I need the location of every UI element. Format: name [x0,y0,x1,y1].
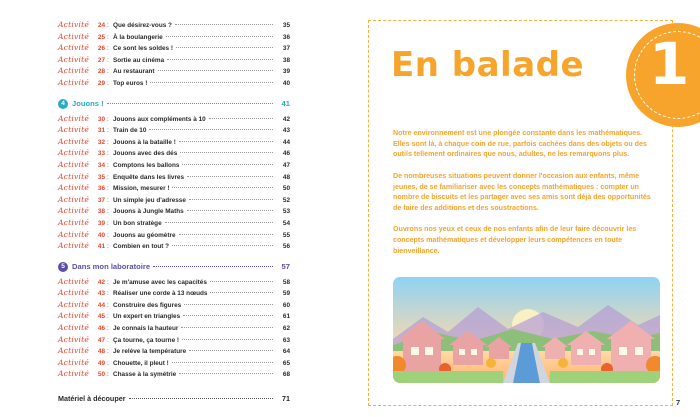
activity-label: Activité [58,288,90,298]
leader-dots [158,70,273,71]
activity-page: 54 [282,219,290,227]
toc-entry[interactable] [58,241,290,253]
activity-number: 30 [97,115,105,123]
activity-title: Un bon stratège [113,219,162,227]
leader-dots [165,222,273,223]
activity-number: 40 [97,231,105,239]
activity-label: Activité [58,299,90,309]
activity-title: Chasse à la symétrie [113,371,177,379]
toc-section-4[interactable] [58,97,290,111]
intro-paragraph-1: Notre environnement est une plongée constante dans les mathématiques. Elles sont là, à chaque coin de rue, parfois cachées dans des objets ou des outils tellement ordinaires que nous, adultes, ne les remarquons plus. [393,129,647,159]
activity-title: Combien en tout ? [113,243,170,251]
activity-number: 32 [97,138,105,146]
activity-label: Activité [58,194,90,204]
separator-colon: : [107,359,109,367]
separator-colon: : [107,208,109,216]
toc-entry[interactable] [58,277,290,289]
leader-dots [150,82,273,83]
activity-label: Activité [58,206,90,216]
toc-entry[interactable] [58,335,290,347]
activity-number: 47 [97,336,105,344]
activity-label: Activité [58,20,90,29]
activity-title: Sortie au cinéma [113,56,165,64]
activity-page: 58 [282,278,290,286]
separator-colon: : [107,127,109,135]
leader-dots [179,373,273,374]
separator-colon: : [107,68,109,76]
toc-materials[interactable] [58,394,290,403]
leader-dots [166,36,273,37]
activity-page: 53 [282,208,290,216]
separator-colon: : [107,278,109,286]
leader-dots [149,129,273,130]
activity-label: Activité [58,217,90,227]
activity-number: 41 [97,243,105,251]
separator-colon: : [107,115,109,123]
activity-number: 34 [97,161,105,169]
leader-dots [172,362,273,363]
toc-entry[interactable] [58,183,290,195]
toc-entry[interactable] [58,137,290,149]
leader-dots [184,304,273,305]
activity-title: Réaliser une corde à 13 nœuds [113,290,208,298]
activity-number: 27 [97,56,105,64]
activity-title: Comptons les ballons [113,161,180,169]
leader-dots [176,47,273,48]
leader-dots [182,339,273,340]
separator-colon: : [107,243,109,251]
toc-entry[interactable] [58,20,290,32]
activity-label: Activité [58,66,90,76]
activity-number: 33 [97,150,105,158]
intro-paragraph-3: Ouvrons nos yeux et ceux de nos enfants afin de leur faire découvrir les concepts mathématiques et développer leurs compétences en toute bienveillance. [393,225,637,255]
leader-dots [209,118,273,119]
activity-label: Activité [58,183,90,193]
toc-entry[interactable] [58,66,290,78]
toc-entry[interactable] [58,218,290,230]
activity-page: 55 [282,231,290,239]
activity-title: Au restaurant [113,68,155,76]
activity-label: Activité [58,125,90,135]
activity-page: 35 [282,22,290,29]
toc-section-5[interactable] [58,260,290,274]
activity-title: Construire des figures [113,301,182,309]
activity-page: 44 [282,138,290,146]
activity-label: Activité [58,54,90,64]
activity-number: 49 [97,359,105,367]
leader-dots [180,152,273,153]
section-number-badge: 4 [58,99,68,109]
leader-dots [179,234,274,235]
activity-label: Activité [58,159,90,169]
activity-number: 37 [97,196,105,204]
activity-number: 42 [97,278,105,286]
activity-title: Jouons aux compléments à 10 [113,115,206,123]
toc-entry[interactable] [58,300,290,312]
leader-dots [187,210,273,211]
section-title: Jouons ! [72,99,104,109]
separator-colon: : [107,173,109,181]
activity-number: 25 [97,33,105,41]
activity-number: 29 [97,79,105,87]
intro-paragraph-2: De nombreuses situations peuvent donner l'occasion aux enfants, même jeunes, de se familiariser avec les concepts mathématiques : compter un nombre de biscuits et les partager avec ses amis sont déjà des opportunités de faire des additions et des soustractions. [393,171,651,212]
leader-dots [181,327,273,328]
toc-entry[interactable] [58,114,290,126]
activity-title: Mission, mesurer ! [113,185,170,193]
section-page: 57 [281,262,290,272]
activity-title: Que désirez-vous ? [113,22,172,29]
separator-colon: : [107,290,109,298]
activity-label: Activité [58,311,90,321]
table-of-contents [58,20,290,403]
leader-dots [210,281,273,282]
separator-colon: : [107,79,109,87]
activity-number: 50 [97,371,105,379]
street-scene-image [393,277,660,383]
activity-title: Ce sont les soldes ! [113,45,174,53]
toc-entry[interactable] [58,288,290,300]
activity-label: Activité [58,369,90,379]
activity-page: 68 [282,371,290,379]
separator-colon: : [107,325,109,333]
toc-entry[interactable] [58,148,290,160]
leader-dots [182,164,273,165]
leader-dots [107,103,273,104]
activity-label: Activité [58,276,90,286]
separator-colon: : [107,138,109,146]
toc-entry[interactable] [58,323,290,335]
activity-page: 63 [282,336,290,344]
separator-colon: : [107,336,109,344]
leader-dots [187,176,273,177]
activity-label: Activité [58,77,90,87]
activity-title: Train de 10 [113,127,147,135]
section-page: 41 [281,99,290,109]
separator-colon: : [107,301,109,309]
activity-page: 52 [282,196,290,204]
activity-number: 43 [97,290,105,298]
activity-page: 48 [282,173,290,181]
chapter-intro [393,128,655,267]
activity-title: Jouons à la bataille ! [113,138,176,146]
toc-entry[interactable] [58,311,290,323]
activity-title: Je m'amuse avec les capacités [113,278,207,286]
activity-label: Activité [58,241,90,251]
separator-colon: : [107,313,109,321]
separator-colon: : [107,185,109,193]
activity-label: Activité [58,136,90,146]
separator-colon: : [107,150,109,158]
separator-colon: : [107,371,109,379]
toc-entry[interactable] [58,160,290,172]
activity-page: 59 [282,290,290,298]
separator-colon: : [107,56,109,64]
separator-colon: : [107,33,109,41]
activity-label: Activité [58,31,90,41]
activity-number: 26 [97,45,105,53]
activity-title: Je relève la température [113,348,187,356]
activity-page: 40 [282,79,290,87]
leader-dots [189,350,273,351]
leader-dots [172,187,273,188]
activity-page: 62 [282,325,290,333]
toc-entry[interactable] [58,230,290,242]
leader-dots [167,59,273,60]
activity-title: Jouons à Jungle Maths [113,208,184,216]
activity-page: 50 [282,185,290,193]
separator-colon: : [107,348,109,356]
toc-entry[interactable] [58,78,290,90]
materials-title: Matériel à découper [58,394,126,404]
activity-title: Je connais la hauteur [113,325,179,333]
separator-colon: : [107,219,109,227]
activity-label: Activité [58,229,90,239]
toc-entry[interactable] [58,125,290,137]
activity-page: 47 [282,161,290,169]
toc-entry[interactable] [58,55,290,67]
page-number: 7 [676,398,681,407]
separator-colon: : [107,231,109,239]
activity-label: Activité [58,43,90,53]
activity-number: 39 [97,219,105,227]
leader-dots [179,141,273,142]
activity-number: 35 [97,173,105,181]
activity-page: 36 [282,33,290,41]
activity-label: Activité [58,357,90,367]
toc-entry[interactable] [58,369,290,381]
chapter-number: 1 [649,30,690,98]
activity-title: Chouette, il pleut ! [113,359,169,367]
separator-colon: : [107,22,109,29]
activity-number: 38 [97,208,105,216]
section-number-badge: 5 [58,262,68,272]
activity-title: Un simple jeu d'adresse [113,196,186,204]
activity-page: 42 [282,115,290,123]
leader-dots [210,292,273,293]
activity-title: Enquête dans les livres [113,173,185,181]
activity-title: À la boulangerie [113,33,163,41]
toc-entry[interactable] [58,172,290,184]
section-title: Dans mon laboratoire [72,262,151,272]
toc-group-2 [58,114,290,253]
activity-number: 31 [97,127,105,135]
separator-colon: : [107,161,109,169]
activity-number: 45 [97,313,105,321]
toc-group-3 [58,277,290,381]
toc-entry[interactable] [58,195,290,207]
toc-entry[interactable] [58,358,290,370]
toc-entry[interactable] [58,346,290,358]
activity-page: 60 [282,301,290,309]
activity-page: 46 [282,150,290,158]
activity-number: 46 [97,325,105,333]
leader-dots [129,398,273,399]
separator-colon: : [107,196,109,204]
activity-label: Activité [58,334,90,344]
activity-title: Un expert en triangles [113,313,181,321]
leader-dots [189,199,273,200]
leader-dots [153,266,273,267]
activity-number: 24 [97,22,105,29]
toc-group-1 [58,20,290,90]
activity-title: Jouons avec des dés [113,150,178,158]
activity-label: Activité [58,113,90,123]
activity-number: 28 [97,68,105,76]
activity-page: 37 [282,45,290,53]
toc-entry[interactable] [58,43,290,55]
leader-dots [175,24,273,25]
activity-page: 64 [282,348,290,356]
toc-entry[interactable] [58,206,290,218]
activity-number: 36 [97,185,105,193]
activity-title: Ça tourne, ça tourne ! [113,336,180,344]
activity-label: Activité [58,346,90,356]
chapter-title: En balade [391,45,585,85]
leader-dots [172,245,273,246]
activity-page: 39 [282,68,290,76]
activity-title: Jouons au géomètre [113,231,176,239]
activity-label: Activité [58,171,90,181]
activity-page: 56 [282,243,290,251]
activity-label: Activité [58,148,90,158]
activity-number: 44 [97,301,105,309]
activity-page: 43 [282,127,290,135]
activity-number: 48 [97,348,105,356]
activity-title: Top euros ! [113,79,148,87]
toc-entry[interactable] [58,32,290,44]
activity-page: 38 [282,56,290,64]
street-illustration [393,277,660,383]
leader-dots [183,315,273,316]
separator-colon: : [107,45,109,53]
activity-label: Activité [58,323,90,333]
activity-page: 65 [282,359,290,367]
activity-page: 61 [282,313,290,321]
materials-page: 71 [282,394,290,404]
